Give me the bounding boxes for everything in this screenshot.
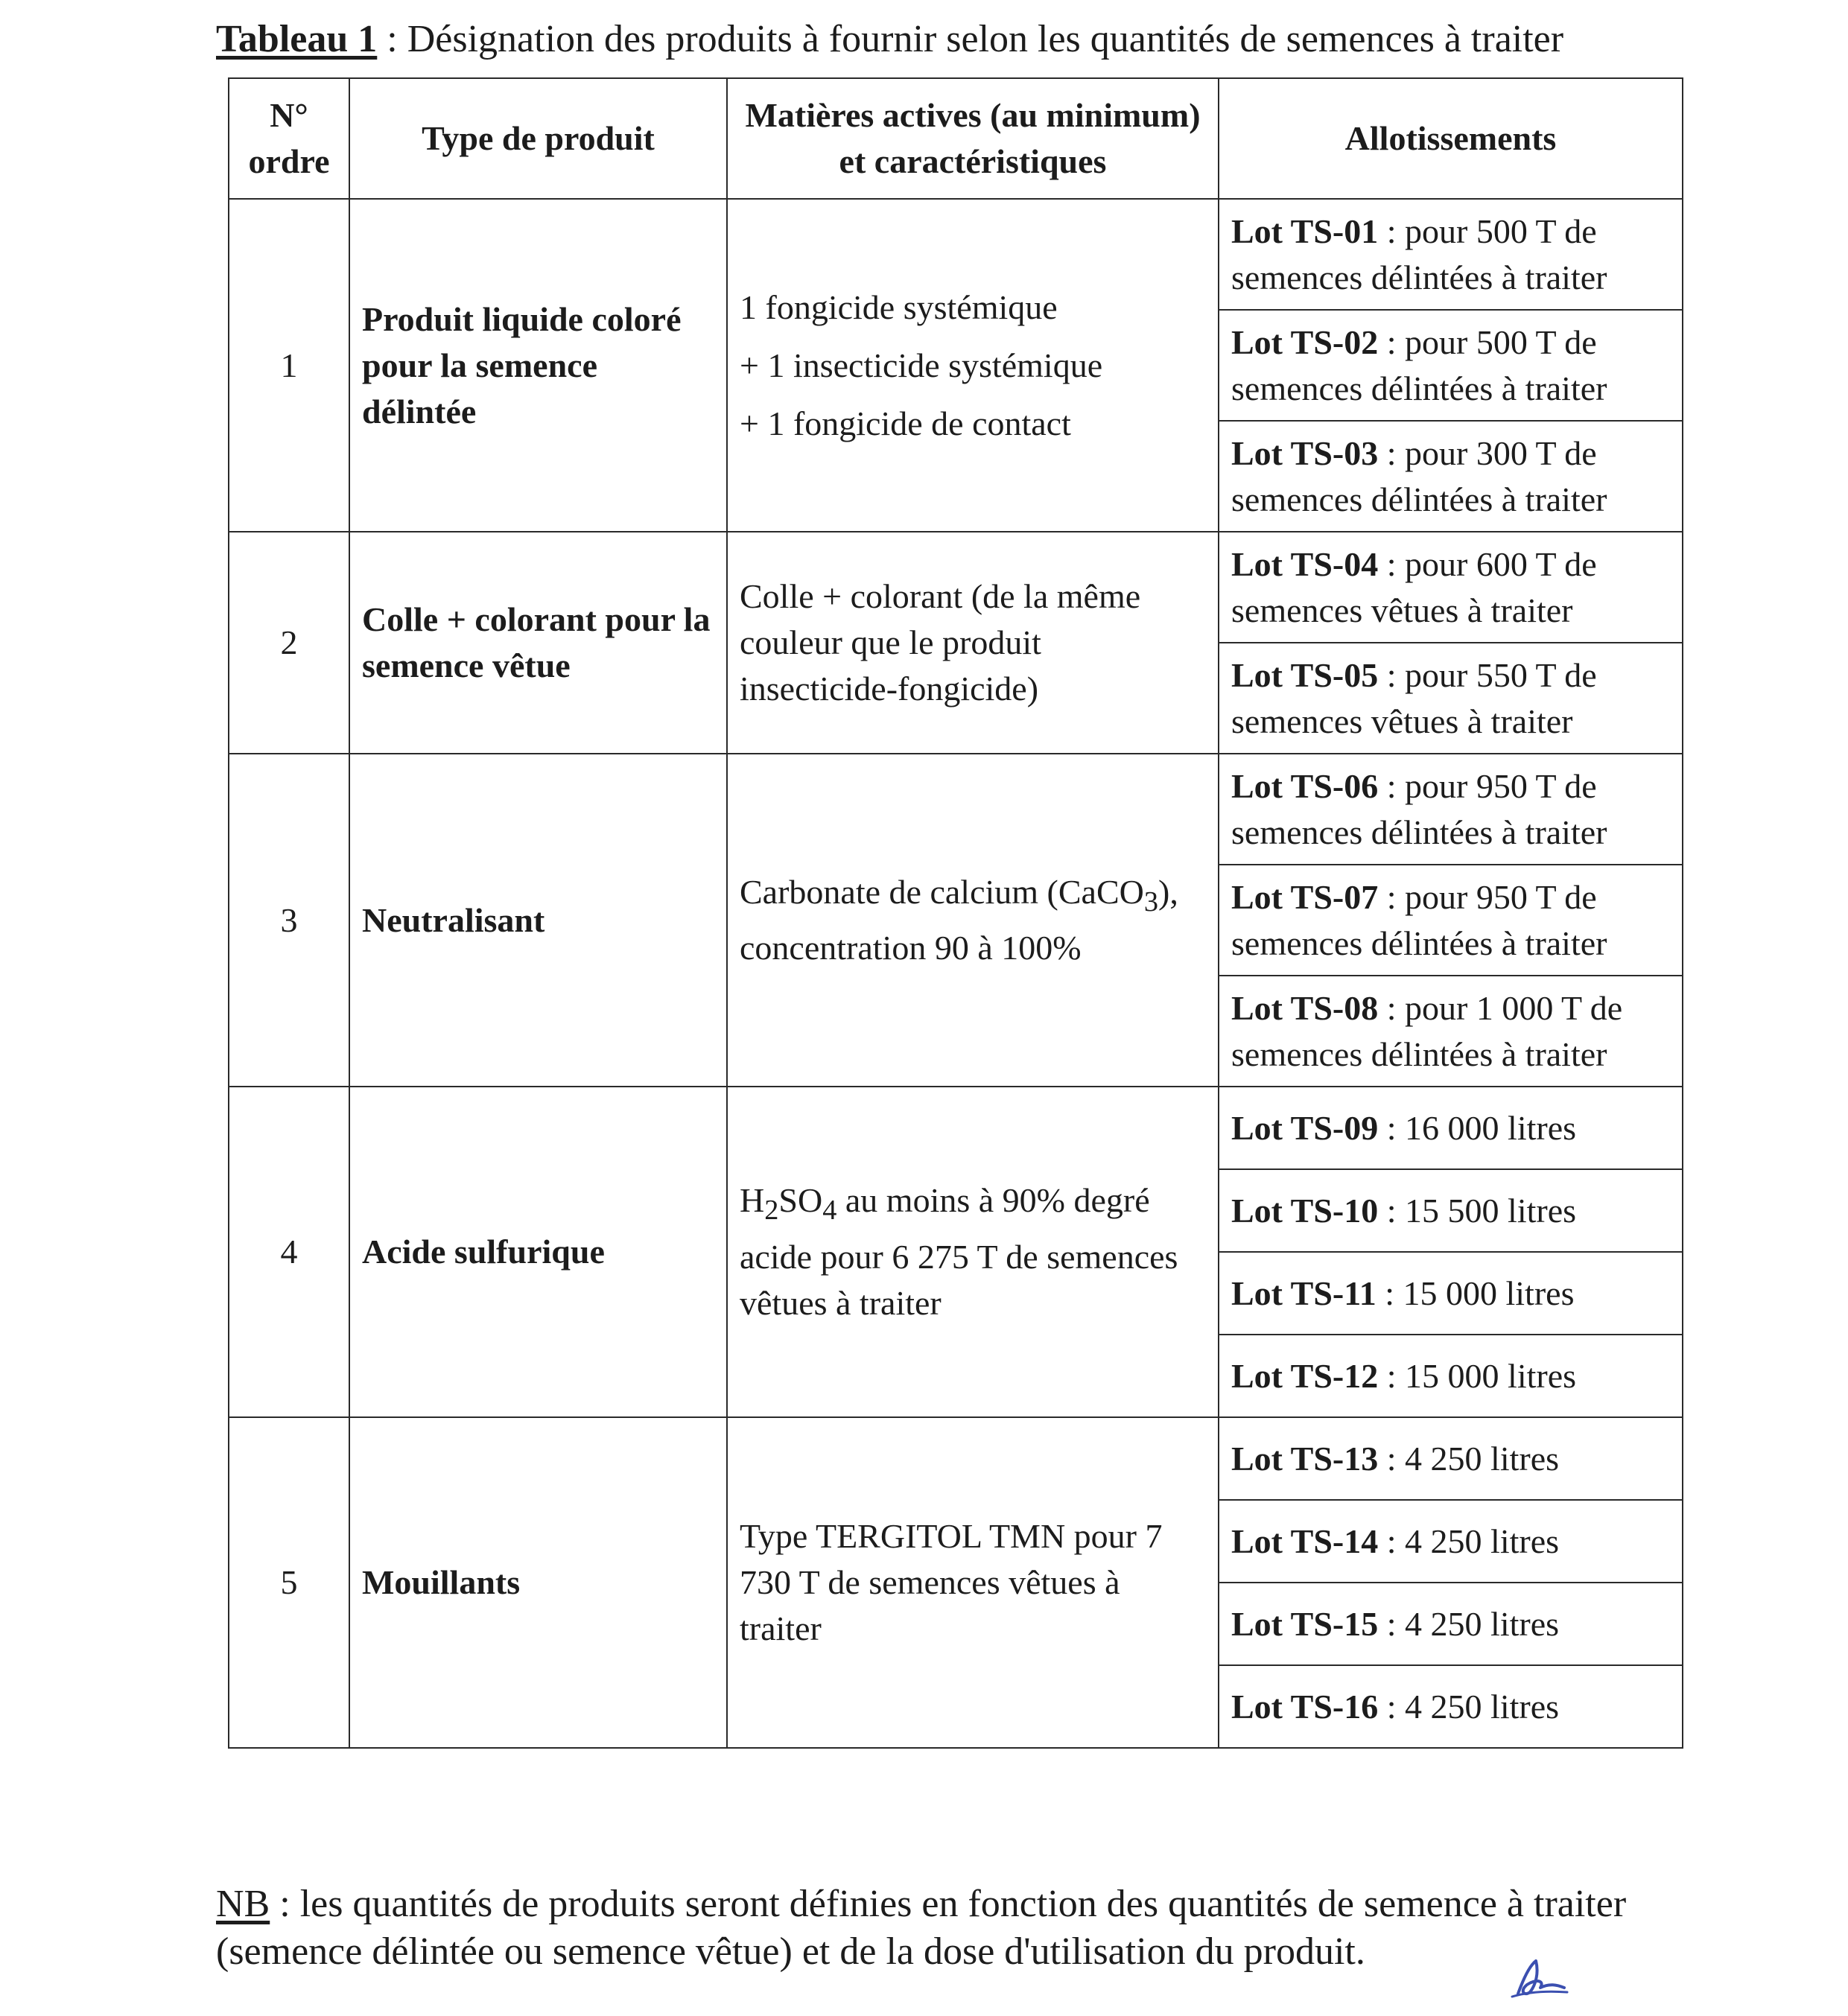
matiere-subscript: 2 — [764, 1195, 779, 1227]
row-num: 1 — [229, 199, 349, 532]
lot-desc: : pour 950 T de — [1378, 766, 1597, 805]
table-row — [229, 532, 1683, 643]
row-type: Neutralisant — [349, 754, 727, 1087]
row-matieres — [727, 1087, 1219, 1417]
lot-desc: : pour 500 T de — [1378, 212, 1597, 250]
lot-cell — [1219, 1665, 1683, 1748]
lot-cell — [1219, 1169, 1683, 1252]
lot-code: Lot TS-04 — [1231, 544, 1379, 583]
lot-desc-2: semences délintées à traiter — [1231, 480, 1607, 518]
table-row — [229, 1417, 1683, 1500]
lot-cell — [1219, 199, 1683, 310]
header-matieres: Matières actives (au minimum) et caractéristiques — [727, 78, 1219, 199]
lot-desc: : pour 550 T de — [1378, 655, 1597, 694]
header-num: N° ordre — [229, 78, 349, 199]
footnote-text: : les quantités de produits seront définies en fonction des quantités de semence à traiter (semence délintée ou semence vêtue) et de la dose d'utilisation du produit. — [216, 1883, 1627, 1973]
matiere-text: SO — [778, 1181, 823, 1220]
lot-desc-2: semences délintées à traiter — [1231, 813, 1607, 851]
row-matieres — [727, 754, 1219, 1087]
lot-desc: : 4 250 litres — [1378, 1687, 1560, 1726]
lot-desc: : 4 250 litres — [1378, 1604, 1560, 1643]
lot-desc: : pour 1 000 T de — [1378, 988, 1623, 1027]
matiere-text: H — [740, 1181, 765, 1220]
lot-desc: : 15 000 litres — [1378, 1356, 1577, 1395]
lot-code: Lot TS-06 — [1231, 766, 1379, 805]
lot-desc-2: semences délintées à traiter — [1231, 369, 1607, 407]
matiere-subscript: 3 — [1143, 886, 1159, 918]
lot-code: Lot TS-02 — [1231, 322, 1379, 361]
row-matieres: Colle + colorant (de la même couleur que le produit insecticide-fongicide) — [727, 532, 1219, 754]
lot-desc: : 4 250 litres — [1378, 1521, 1560, 1560]
lot-code: Lot TS-03 — [1231, 433, 1379, 472]
row-type: Colle + colorant pour la semence vêtue — [349, 532, 727, 754]
lot-desc: : 4 250 litres — [1378, 1439, 1560, 1478]
lot-code: Lot TS-08 — [1231, 988, 1379, 1027]
table-row — [229, 754, 1683, 865]
row-type: Mouillants — [349, 1417, 727, 1748]
lot-desc-2: semences vêtues à traiter — [1231, 591, 1573, 629]
lot-desc: : 16 000 litres — [1378, 1108, 1577, 1147]
lot-cell — [1219, 310, 1683, 421]
row-type: Acide sulfurique — [349, 1087, 727, 1417]
row-matieres — [727, 199, 1219, 532]
lot-desc: : 15 000 litres — [1376, 1273, 1575, 1312]
products-table — [228, 77, 1683, 1749]
matiere-text: Carbonate de calcium (CaCO — [740, 872, 1144, 911]
matiere-line: + 1 insecticide systémique — [740, 346, 1103, 384]
signature-initials — [1505, 1955, 1572, 2000]
lot-desc: : pour 600 T de — [1378, 544, 1597, 583]
caption-label: Tableau 1 — [216, 18, 378, 60]
lot-code: Lot TS-12 — [1231, 1356, 1379, 1395]
lot-desc-2: semences délintées à traiter — [1231, 923, 1607, 962]
lot-cell — [1219, 1583, 1683, 1665]
lot-desc: : pour 950 T de — [1378, 877, 1597, 916]
table-row — [229, 199, 1683, 310]
lot-cell — [1219, 1252, 1683, 1335]
lot-cell — [1219, 976, 1683, 1087]
lot-desc-2: semences délintées à traiter — [1231, 1034, 1607, 1073]
table-row — [229, 1087, 1683, 1169]
lot-cell — [1219, 532, 1683, 643]
lot-cell — [1219, 754, 1683, 865]
lot-code: Lot TS-13 — [1231, 1439, 1379, 1478]
lot-code: Lot TS-16 — [1231, 1687, 1379, 1726]
matiere-line: 1 fongicide systémique — [740, 287, 1058, 326]
header-type: Type de produit — [349, 78, 727, 199]
lot-desc: : pour 500 T de — [1378, 322, 1597, 361]
lot-cell — [1219, 643, 1683, 754]
lot-cell — [1219, 421, 1683, 532]
lot-cell — [1219, 1500, 1683, 1583]
lot-cell — [1219, 1417, 1683, 1500]
lot-code: Lot TS-14 — [1231, 1521, 1379, 1560]
matiere-line: + 1 fongicide de contact — [740, 404, 1071, 442]
row-num: 3 — [229, 754, 349, 1087]
header-allotissements: Allotissements — [1219, 78, 1683, 199]
row-type: Produit liquide coloré pour la semence délintée — [349, 199, 727, 532]
table-caption — [216, 13, 1563, 66]
lot-code: Lot TS-11 — [1231, 1273, 1377, 1312]
matiere-subscript: 4 — [822, 1195, 837, 1227]
footnote — [216, 1880, 1631, 1976]
lot-desc: : 15 500 litres — [1378, 1191, 1577, 1230]
lot-cell — [1219, 865, 1683, 976]
lot-cell — [1219, 1335, 1683, 1417]
lot-cell — [1219, 1087, 1683, 1169]
table-header-row — [229, 78, 1683, 199]
lot-code: Lot TS-05 — [1231, 655, 1379, 694]
caption-text: : Désignation des produits à fournir selon les quantités de semences à traiter — [377, 18, 1564, 60]
footnote-label: NB — [216, 1883, 270, 1925]
lot-code: Lot TS-07 — [1231, 877, 1379, 916]
lot-code: Lot TS-15 — [1231, 1604, 1379, 1643]
lot-desc-2: semences vêtues à traiter — [1231, 702, 1573, 740]
lot-desc-2: semences délintées à traiter — [1231, 258, 1607, 296]
matiere-text: au moins à 90% degré acide pour 6 275 T de semences vêtues à traiter — [740, 1181, 1178, 1322]
row-matieres: Type TERGITOL TMN pour 7 730 T de semences vêtues à traiter — [727, 1417, 1219, 1748]
lot-desc: : pour 300 T de — [1378, 433, 1597, 472]
matiere-text: ), concentration 90 à 100% — [740, 872, 1178, 967]
lot-code: Lot TS-10 — [1231, 1191, 1379, 1230]
row-num: 2 — [229, 532, 349, 754]
row-num: 5 — [229, 1417, 349, 1748]
lot-code: Lot TS-01 — [1231, 212, 1379, 250]
row-num: 4 — [229, 1087, 349, 1417]
lot-code: Lot TS-09 — [1231, 1108, 1379, 1147]
